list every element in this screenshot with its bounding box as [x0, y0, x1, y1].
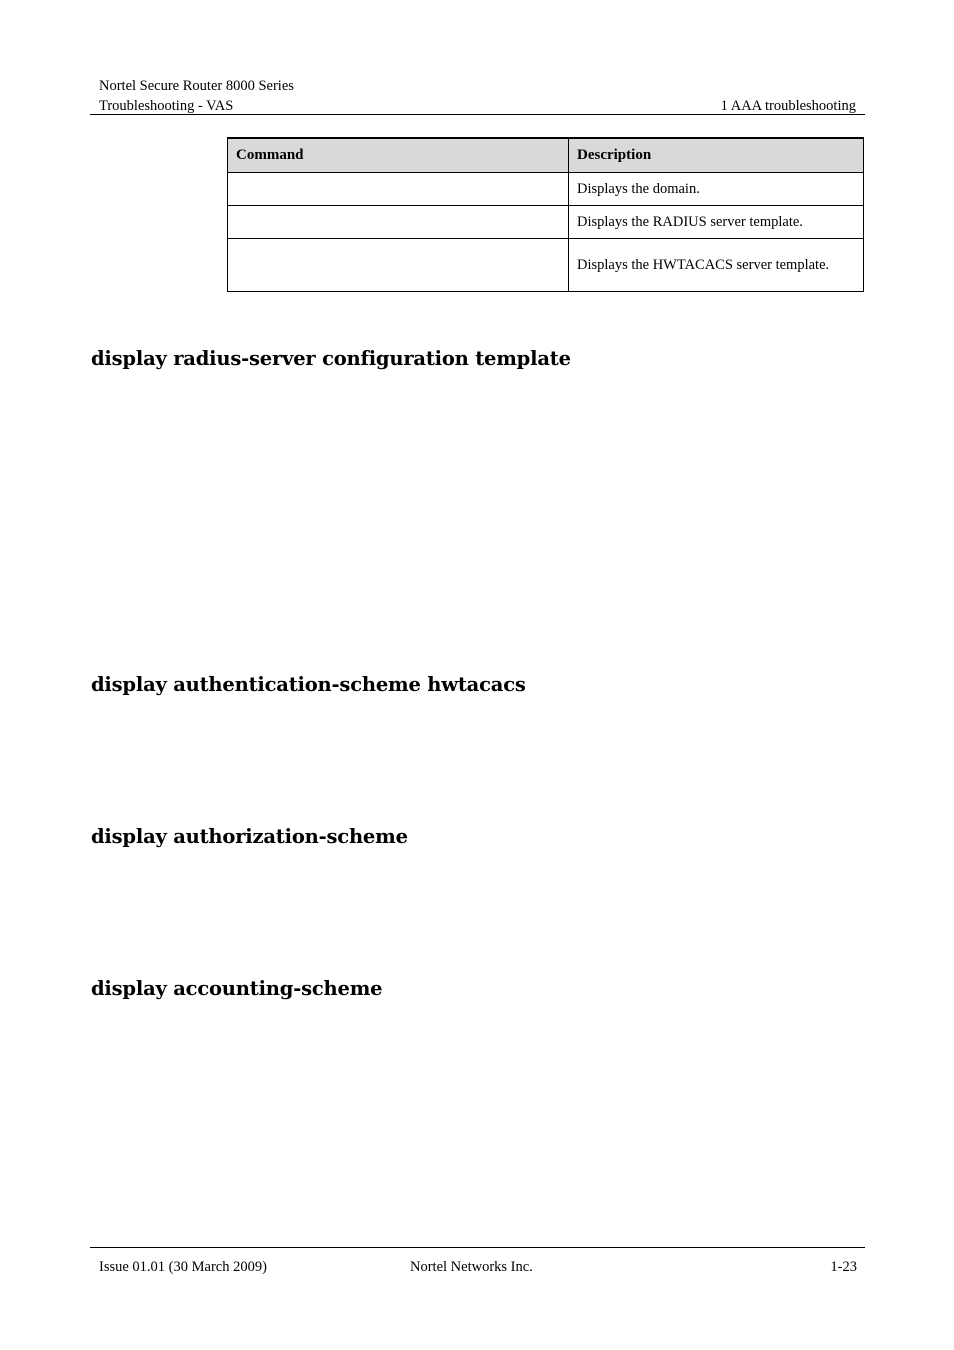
header-product-title: Nortel Secure Router 8000 Series [99, 78, 294, 94]
description-cell: Displays the HWTACACS server template. [569, 239, 864, 292]
command-table [227, 137, 864, 292]
description-cell: Displays the domain. [569, 173, 864, 206]
footer-page-number: 1-23 [830, 1259, 857, 1275]
header-document-title: Troubleshooting - VAS [99, 98, 234, 114]
table-row [228, 173, 864, 206]
column-header-command: Command [228, 138, 569, 173]
section-heading-authorization-scheme: display authorization-scheme [91, 825, 408, 848]
table-header-row [228, 138, 864, 173]
page-header [99, 76, 294, 116]
column-header-description: Description [569, 138, 864, 173]
command-cell [228, 239, 569, 292]
table-row [228, 206, 864, 239]
section-heading-accounting-scheme: display accounting-scheme [91, 977, 383, 1000]
footer-company: Nortel Networks Inc. [410, 1259, 533, 1275]
table-row [228, 239, 864, 292]
footer-rule [90, 1247, 865, 1248]
footer-issue: Issue 01.01 (30 March 2009) [99, 1259, 267, 1275]
header-section-title: 1 AAA troubleshooting [720, 98, 856, 114]
header-rule [90, 114, 865, 115]
description-cell: Displays the RADIUS server template. [569, 206, 864, 239]
section-heading-authentication-scheme: display authentication-scheme hwtacacs [91, 673, 526, 696]
command-cell [228, 206, 569, 239]
section-heading-radius-server-template: display radius-server configuration template [91, 347, 571, 370]
command-cell [228, 173, 569, 206]
